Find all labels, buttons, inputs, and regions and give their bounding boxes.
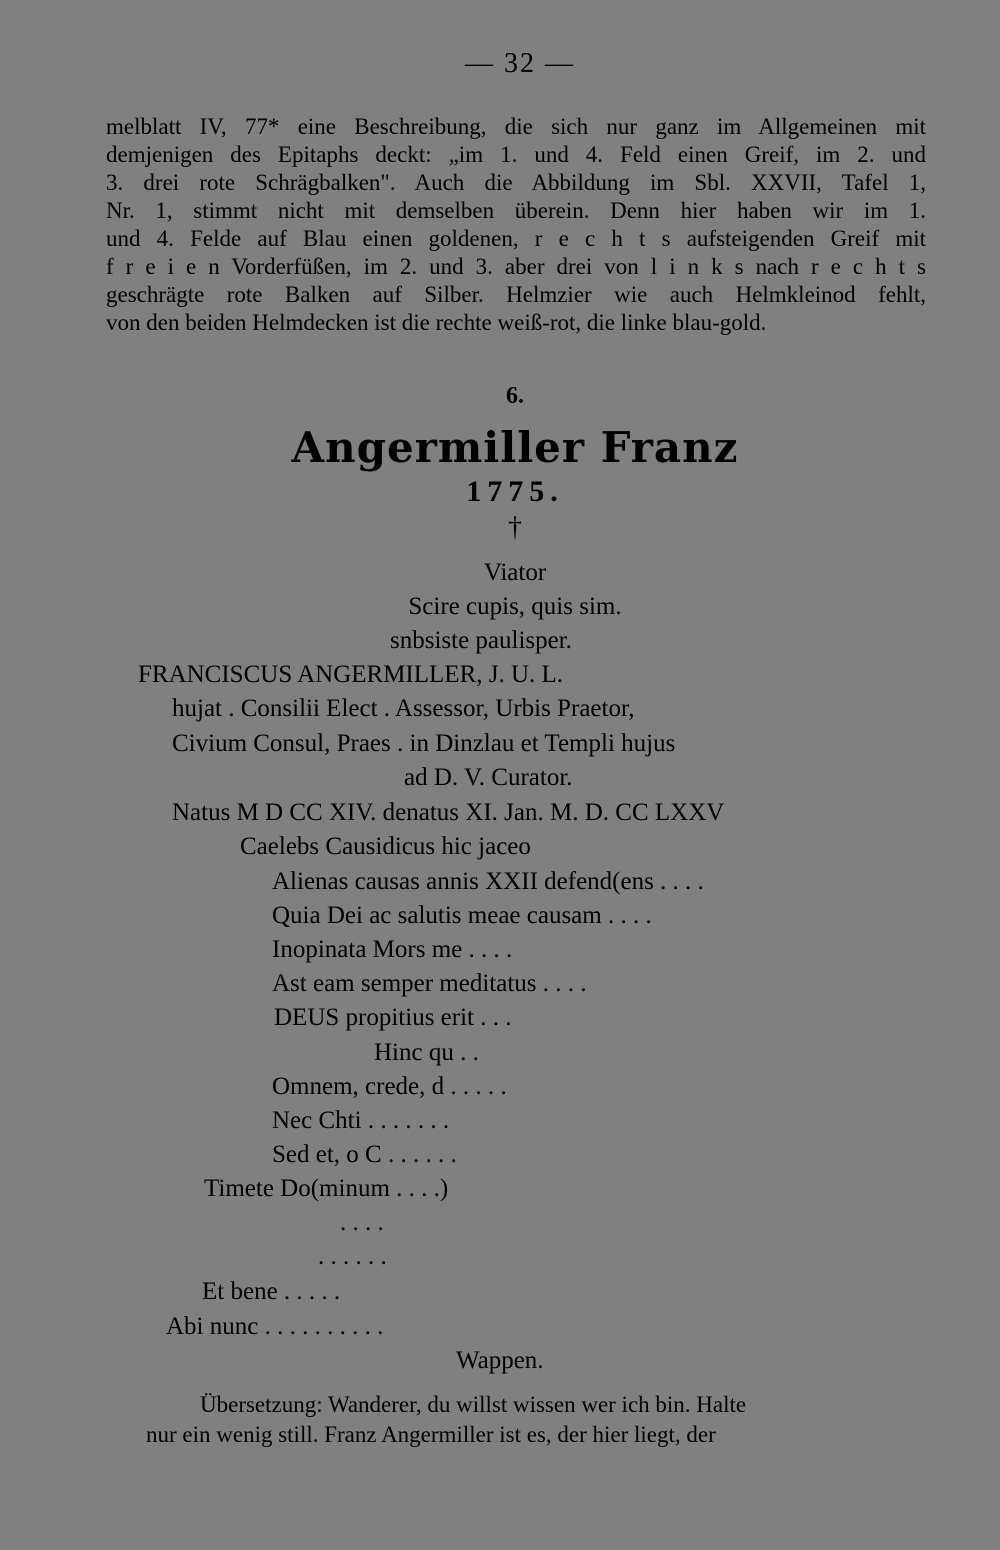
translation-paragraph (146, 1390, 868, 1450)
name-heading: Angermiller Franz (291, 423, 739, 472)
inscription-line: Scire cupis, quis sim. (408, 593, 622, 620)
inscription-line: Abi nunc . . . . . . . . . . (166, 1313, 384, 1340)
inscription-line: Sed et, o C . . . . . . (272, 1141, 457, 1168)
inscription-line: Timete Do(minum . . . .) (204, 1175, 449, 1202)
inscription-line: snbsiste paulisper. (390, 627, 572, 654)
inscription-line: Ast eam semper meditatus . . . . (272, 970, 587, 997)
inscription-line: Inopinata Mors me . . . . (272, 936, 513, 963)
section-number: 6. (506, 383, 524, 409)
paragraph-line: 3. drei rote Schrägbalken". Auch die Abbildung im Sbl. XXVII, Tafel 1, (106, 170, 926, 195)
translation-line: Übersetzung: Wanderer, du willst wissen wer ich bin. Halte (200, 1392, 747, 1417)
cross-symbol: † (508, 512, 522, 543)
paragraph-line: und 4. Felde auf Blau einen goldenen, r e c h t s aufsteigenden Greif mit (106, 226, 926, 251)
inscription-line: Caelebs Causidicus hic jaceo (240, 833, 531, 860)
paragraph-line: demjenigen des Epitaphs deckt: „im 1. und 4. Feld einen Greif, im 2. und (106, 142, 926, 167)
inscription-line: FRANCISCUS ANGERMILLER, J. U. L. (138, 661, 564, 688)
paragraph-line: Nr. 1, stimmt nicht mit demselben überein. Denn hier haben wir im 1. (106, 198, 926, 223)
paragraph-line: geschrägte rote Balken auf Silber. Helmzier wie auch Helmkleinod fehlt, (106, 282, 926, 307)
paragraph-line: melblatt IV, 77* eine Beschreibung, die sich nur ganz im Allgemeinen mit (106, 114, 926, 139)
inscription-line: Et bene . . . . . (202, 1278, 341, 1305)
inscription-line: DEUS propitius erit . . . (274, 1004, 512, 1031)
coat-of-arms-label: Wappen. (456, 1347, 544, 1374)
inscription-line: ad D. V. Curator. (404, 764, 573, 791)
inscription-line: Hinc qu . . (374, 1039, 479, 1066)
paragraph-line: von den beiden Helmdecken ist die rechte weiß-rot, die linke blau-gold. (106, 310, 767, 335)
inscription-line: hujat . Consilii Elect . Assessor, Urbis Praetor, (172, 695, 635, 722)
inscription-line: Viator (483, 559, 547, 586)
year-heading: 1775. (466, 475, 564, 508)
inscription-line: Nec Chti . . . . . . . (272, 1107, 450, 1134)
intro-paragraph (106, 113, 926, 337)
paragraph-line: f r e i e n Vorderfüßen, im 2. und 3. aber drei von l i n k s nach r e c h t s (106, 254, 926, 279)
inscription-line: Omnem, crede, d . . . . . (272, 1073, 507, 1100)
page-number: — 32 — (465, 48, 575, 79)
inscription-line: . . . . . . (318, 1243, 387, 1270)
inscription-line: Natus M D CC XIV. denatus XI. Jan. M. D. CC LXXV (172, 799, 725, 826)
inscription-line: Alienas causas annis XXII defend(ens . . . . (272, 868, 704, 895)
translation-line: nur ein wenig still. Franz Angermiller ist es, der hier liegt, der (146, 1422, 716, 1447)
inscription-line: Civium Consul, Praes . in Dinzlau et Templi hujus (172, 730, 676, 757)
inscription-line: . . . . (340, 1209, 384, 1236)
inscription-line: Quia Dei ac salutis meae causam . . . . (272, 902, 652, 929)
